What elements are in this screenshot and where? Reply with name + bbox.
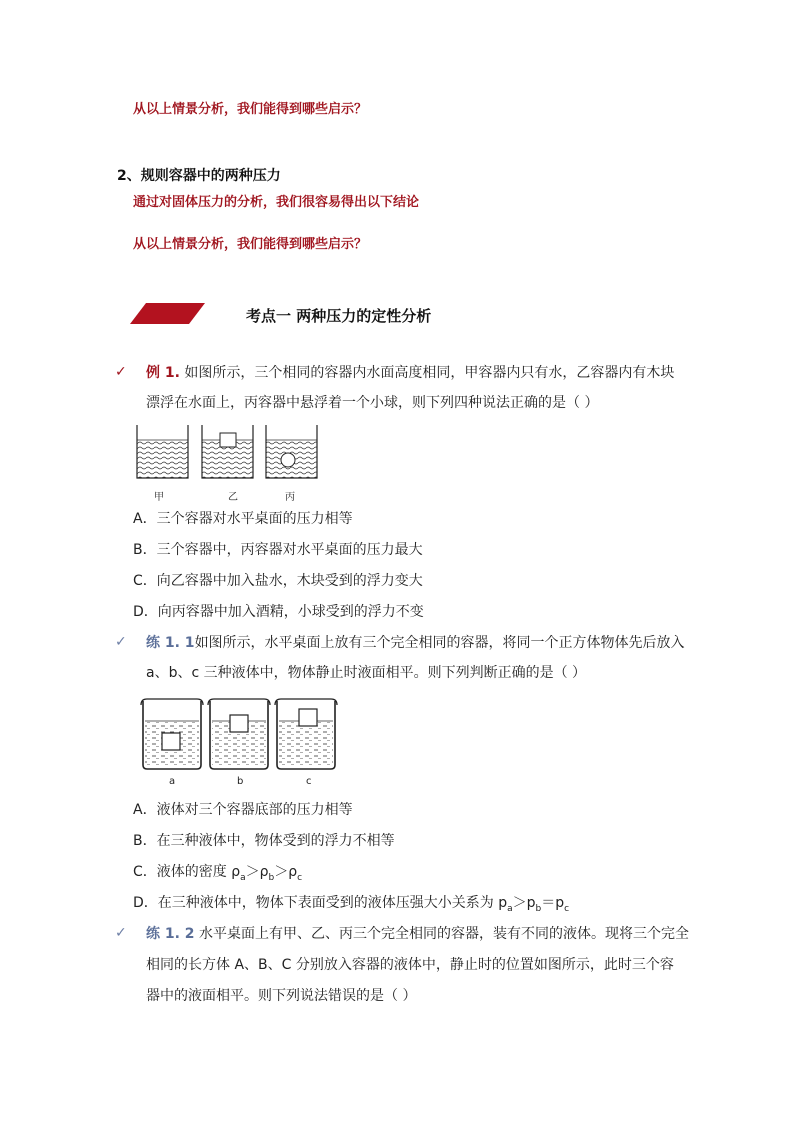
practice-1-1-option-b: B．在三种液体中，物体受到的浮力不相等 — [133, 833, 395, 849]
banner-parallelogram — [130, 303, 206, 325]
intro-question-1: 从以上情景分析，我们能得到哪些启示？ — [133, 102, 368, 117]
fig2-label-a: a — [169, 776, 176, 787]
practice-1-1-option-d: D．在三种液体中，物体下表面受到的液体压强大小关系为 $p_a>p_b=p_c$ — [133, 895, 570, 914]
practice-1-1-figure — [133, 693, 343, 778]
practice-1-2-text-1: 练 1. 2 水平桌面上有甲、乙、丙三个完全相同的容器，装有不同的液体。现将三个完全 — [146, 926, 690, 942]
check-icon: ✓ — [115, 634, 127, 650]
example-1-option-b: B．三个容器中，丙容器对水平桌面的压力最大 — [133, 542, 423, 558]
example-1-label: 例 1. — [146, 365, 180, 381]
practice-1-2-label: 练 1. 2 — [146, 926, 195, 942]
example-1-text-1: 例 1. 如图所示，三个相同的容器内水面高度相同，甲容器内只有水，乙容器内有木块 — [146, 365, 675, 381]
density-relation: $\rho_a>\rho_b>\rho_c$ — [231, 864, 303, 883]
fig2-label-b: b — [237, 776, 244, 787]
section-title: 2、规则容器中的两种压力 — [117, 168, 281, 184]
fig1-label-yi: 乙 — [228, 492, 238, 503]
practice-1-2-text-3: 器中的液面相平。则下列说法错误的是（ ） — [146, 988, 417, 1004]
check-icon: ✓ — [115, 364, 127, 380]
pressure-relation: $p_a>p_b=p_c$ — [498, 895, 570, 914]
practice-1-1-text-2: a、b、c 三种液体中，物体静止时液面相平。则下列判断正确的是（ ） — [146, 665, 587, 681]
example-1-text-2: 漂浮在水面上，丙容器中悬浮着一个小球，则下列四种说法正确的是（ ） — [146, 395, 599, 411]
practice-1-1-label: 练 1. 1 — [146, 635, 195, 651]
practice-1-1-option-c: C．液体的密度 $\rho_a>\rho_b>\rho_c$ — [133, 864, 303, 883]
banner-title: 考点一 两种压力的定性分析 — [246, 307, 432, 325]
check-icon: ✓ — [115, 925, 127, 941]
example-1-option-a: A．三个容器对水平桌面的压力相等 — [133, 511, 353, 527]
practice-1-1-option-a: A．液体对三个容器底部的压力相等 — [133, 802, 353, 818]
fig1-label-jia: 甲 — [154, 492, 164, 503]
example-1-option-c: C．向乙容器中加入盐水，木块受到的浮力变大 — [133, 573, 423, 589]
intro-question-2: 从以上情景分析，我们能得到哪些启示？ — [133, 237, 368, 252]
fig1-label-bing: 丙 — [285, 492, 295, 503]
intro-conclusion: 通过对固体压力的分析，我们很容易得出以下结论 — [133, 195, 420, 210]
practice-1-2-text-2: 相同的长方体 A、B、C 分别放入容器的液体中，静止时的位置如图所示，此时三个容 — [146, 957, 674, 973]
example-1-option-d: D．向丙容器中加入酒精，小球受到的浮力不变 — [133, 604, 424, 620]
fig2-label-c: c — [306, 776, 312, 787]
practice-1-1-text-1: 练 1. 1如图所示，水平桌面上放有三个完全相同的容器，将同一个正方体物体先后放入 — [146, 635, 685, 651]
